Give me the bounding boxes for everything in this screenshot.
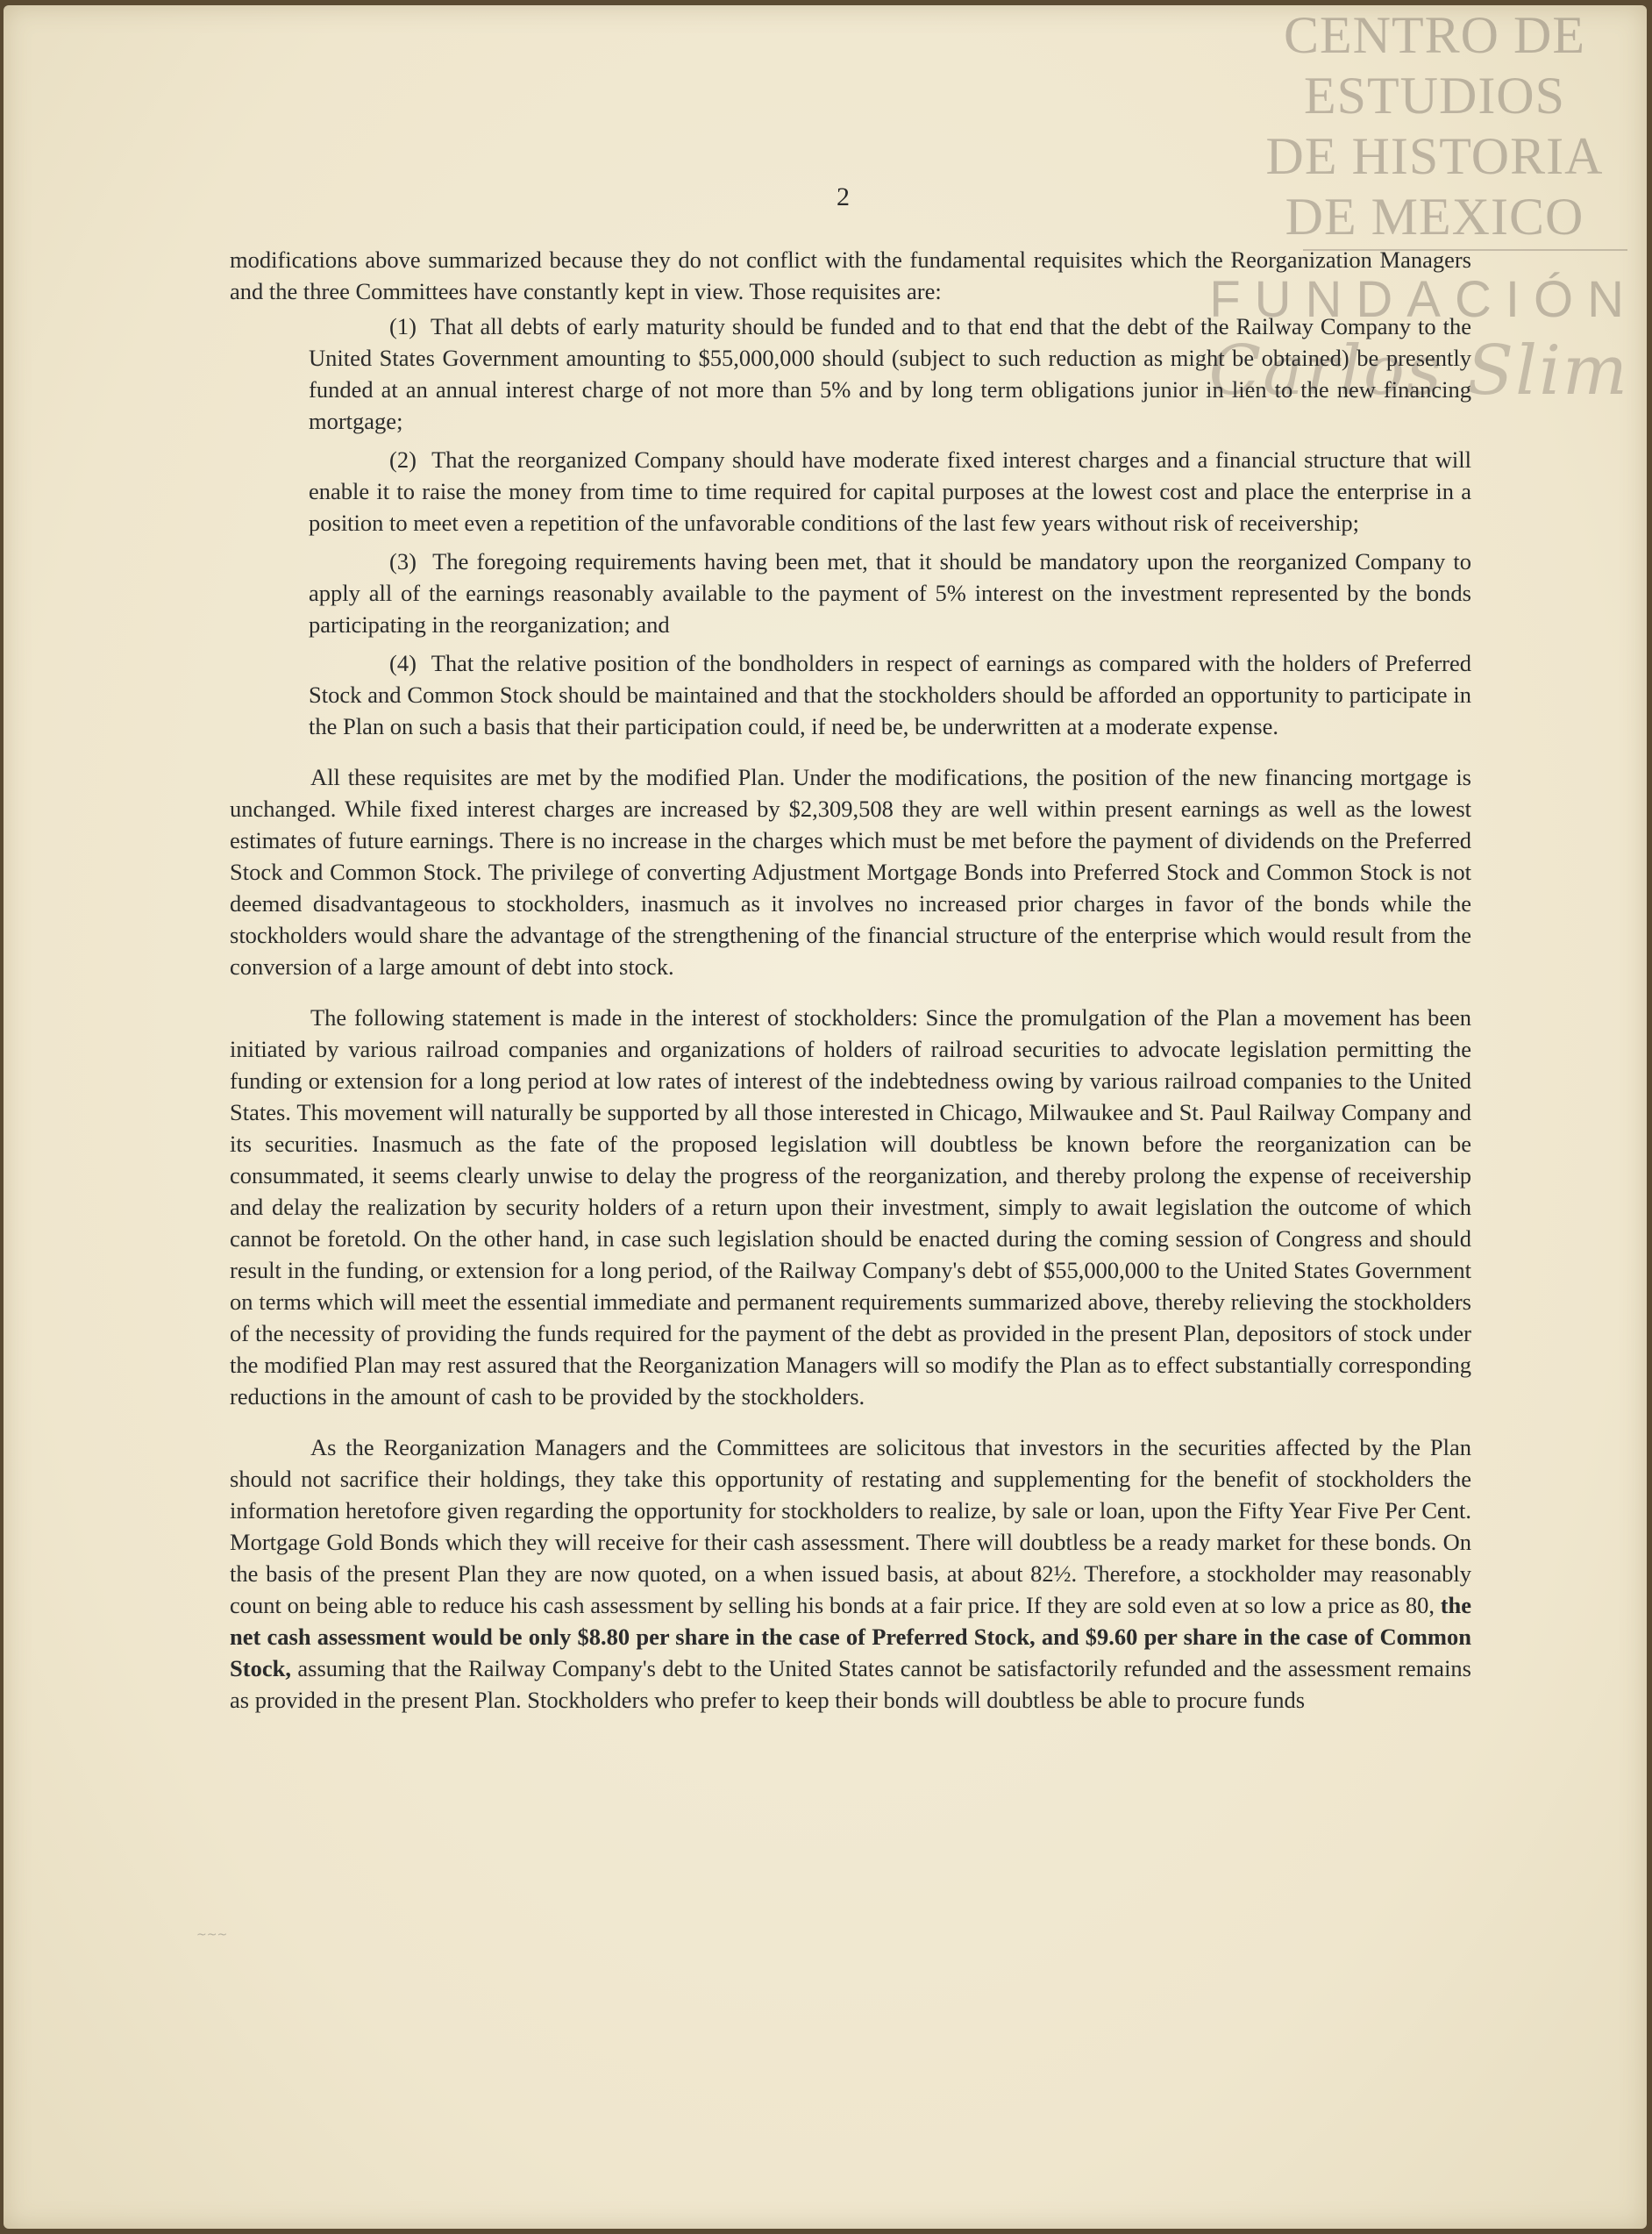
watermark-line: DE MEXICO [1285, 188, 1584, 246]
intro-paragraph: modifications above summarized because they do not conflict with the fundamental requisites which the Reorganization Managers and the three Committees have constantly kept in view. Those requisites are: [230, 246, 1471, 304]
stockholders-statement-paragraph: The following statement is made in the interest of stockholders: Since the promulgation of the Plan a movement has been initiated by various railroad companies and organizations of holders of railroad securities to advocate legislation permitting the funding or extension for a long period at low rates of interest of the indebtedness owing by various railroad companies to the United States. This movement will naturally be supported by all those interested in Chicago, Milwaukee and St. Paul Railway Company and its securities. Inasmuch as the fate of the proposed legislation will doubtless be known before the reorganization can be consummated, it seems clearly unwise to delay the progress of the reorganization, and thereby prolong the expense of receivership and delay the realization by security holders of a return upon their investment, simply to await legislation the outcome of which cannot be foretold. On the other hand, in case such legislation should be enacted during the coming session of Congress and should result in the funding, or extension for a long period, of the Railway Company's debt of $55,000,000 to the United States Government on terms which will meet the essential immediate and permanent requirements summarized above, thereby relieving the stockholders of the necessity of providing the funds required for the payment of the debt as provided in the present Plan, depositors of stock under the modified Plan may rest assured that the Reorganization Managers will so modify the Plan as to effect substantially corresponding reductions in the amount of cash to be provided by the stockholders. [230, 1004, 1471, 1410]
requisite-1 [309, 310, 1471, 437]
watermark-line: ESTUDIOS [1303, 67, 1565, 125]
requisites-met-paragraph: All these requisites are met by the modified Plan. Under the modifications, the position of the new financing mortgage is unchanged. While fixed interest charges are increased by $2,309,508 they are well within present earnings as well as the lowest estimates of future earnings. There is no increase in the charges which must be met before the payment of dividends on the Preferred Stock and Common Stock. The privilege of converting Adjustment Mortgage Bonds into Preferred Stock and Common Stock is not deemed disadvantageous to stockholders, inasmuch as it involves no increased prior charges in favor of the bonds while the stockholders would share the advantage of the strengthening of the financial structure of the enterprise which would result from the conversion of a large amount of debt into stock. [230, 764, 1471, 980]
requisite-number: (3) [389, 548, 417, 575]
watermark-foundation: FUNDACIÓN [1209, 271, 1638, 328]
requisite-3 [309, 546, 1471, 640]
requisite-text: The foregoing requirements having been met, that it should be mandatory upon the reorganized Company to apply all of the earnings reasonably available to the payment of 5% interest on the investment represented by the bonds participating in the reorganization; and [309, 548, 1471, 638]
archive-watermark [1242, 5, 1627, 251]
requisite-text: That the relative position of the bondholders in respect of earnings as compared with the holders of Preferred Stock and Common Stock should be maintained and that the stockholders should be afforded an opportunity to participate in the Plan on such a basis that their participation could, if need be, be underwritten at a moderate expense. [309, 650, 1472, 739]
page-number: 2 [837, 182, 850, 211]
requisite-number: (1) [389, 313, 417, 339]
watermark-line: CENTRO DE [1284, 6, 1585, 64]
document-page [4, 5, 1647, 2229]
bond-market-paragraph [230, 1431, 1471, 1716]
bond-market-text: As the Reorganization Managers and the Committees are solicitous that investors in the securities affected by the Plan should not sacrifice their holdings, they take this opportunity of restating and supplementing for the benefit of stockholders the information heretofore given regarding the opportunity for stockholders to realize, by sale or loan, upon the Fifty Year Five Per Cent. Mortgage Gold Bonds which they will receive for their cash assessment. There will doubtless be a ready market for these bonds. On the basis of the present Plan they are now quoted, on a when issued basis, at about 82½. Therefore, a stockholder may reasonably count on being able to reduce his cash assessment by selling his bonds at a fair price. If they are sold even at so low a price as 80, [230, 1434, 1471, 1618]
requisite-text: That the reorganized Company should have moderate fixed interest charges and a financial structure that will enable it to raise the money from time to time required for capital purposes at the lowest cost and place the enterprise in a position to meet even a repetition of the unfavorable conditions of the last few years without risk of receivership; [309, 446, 1472, 536]
watermark-line: DE HISTORIA [1265, 127, 1604, 185]
requisite-number: (2) [389, 446, 417, 473]
document-body [230, 244, 1471, 1716]
requisite-4 [309, 647, 1471, 742]
requisite-number: (4) [389, 650, 417, 676]
bond-market-text-cont: assuming that the Railway Company's debt to the United States cannot be satisfactorily refunded and the assessment remains as provided in the present Plan. Stockholders who prefer to keep their bonds will doubtless be able to procure funds [230, 1655, 1471, 1713]
paper-mark: ~~~ [196, 1928, 228, 1942]
cash-assessment-emphasis: the net cash assessment would be only $8.80 per share in the case of Preferred Stock, and $9.60 per share in the case of Common Stock, [230, 1592, 1472, 1681]
requisite-2 [309, 444, 1471, 539]
watermark-signature: Carlos Slim [1208, 332, 1629, 410]
requisite-text: That all debts of early maturity should be funded and to that end that the debt of the Railway Company to the United States Government amounting to $55,000,000 should (subject to such reduction as might be obtained) be presently funded at an annual interest charge of not more than 5% and by long term obligations junior in lien to the new financing mortgage; [309, 313, 1472, 434]
